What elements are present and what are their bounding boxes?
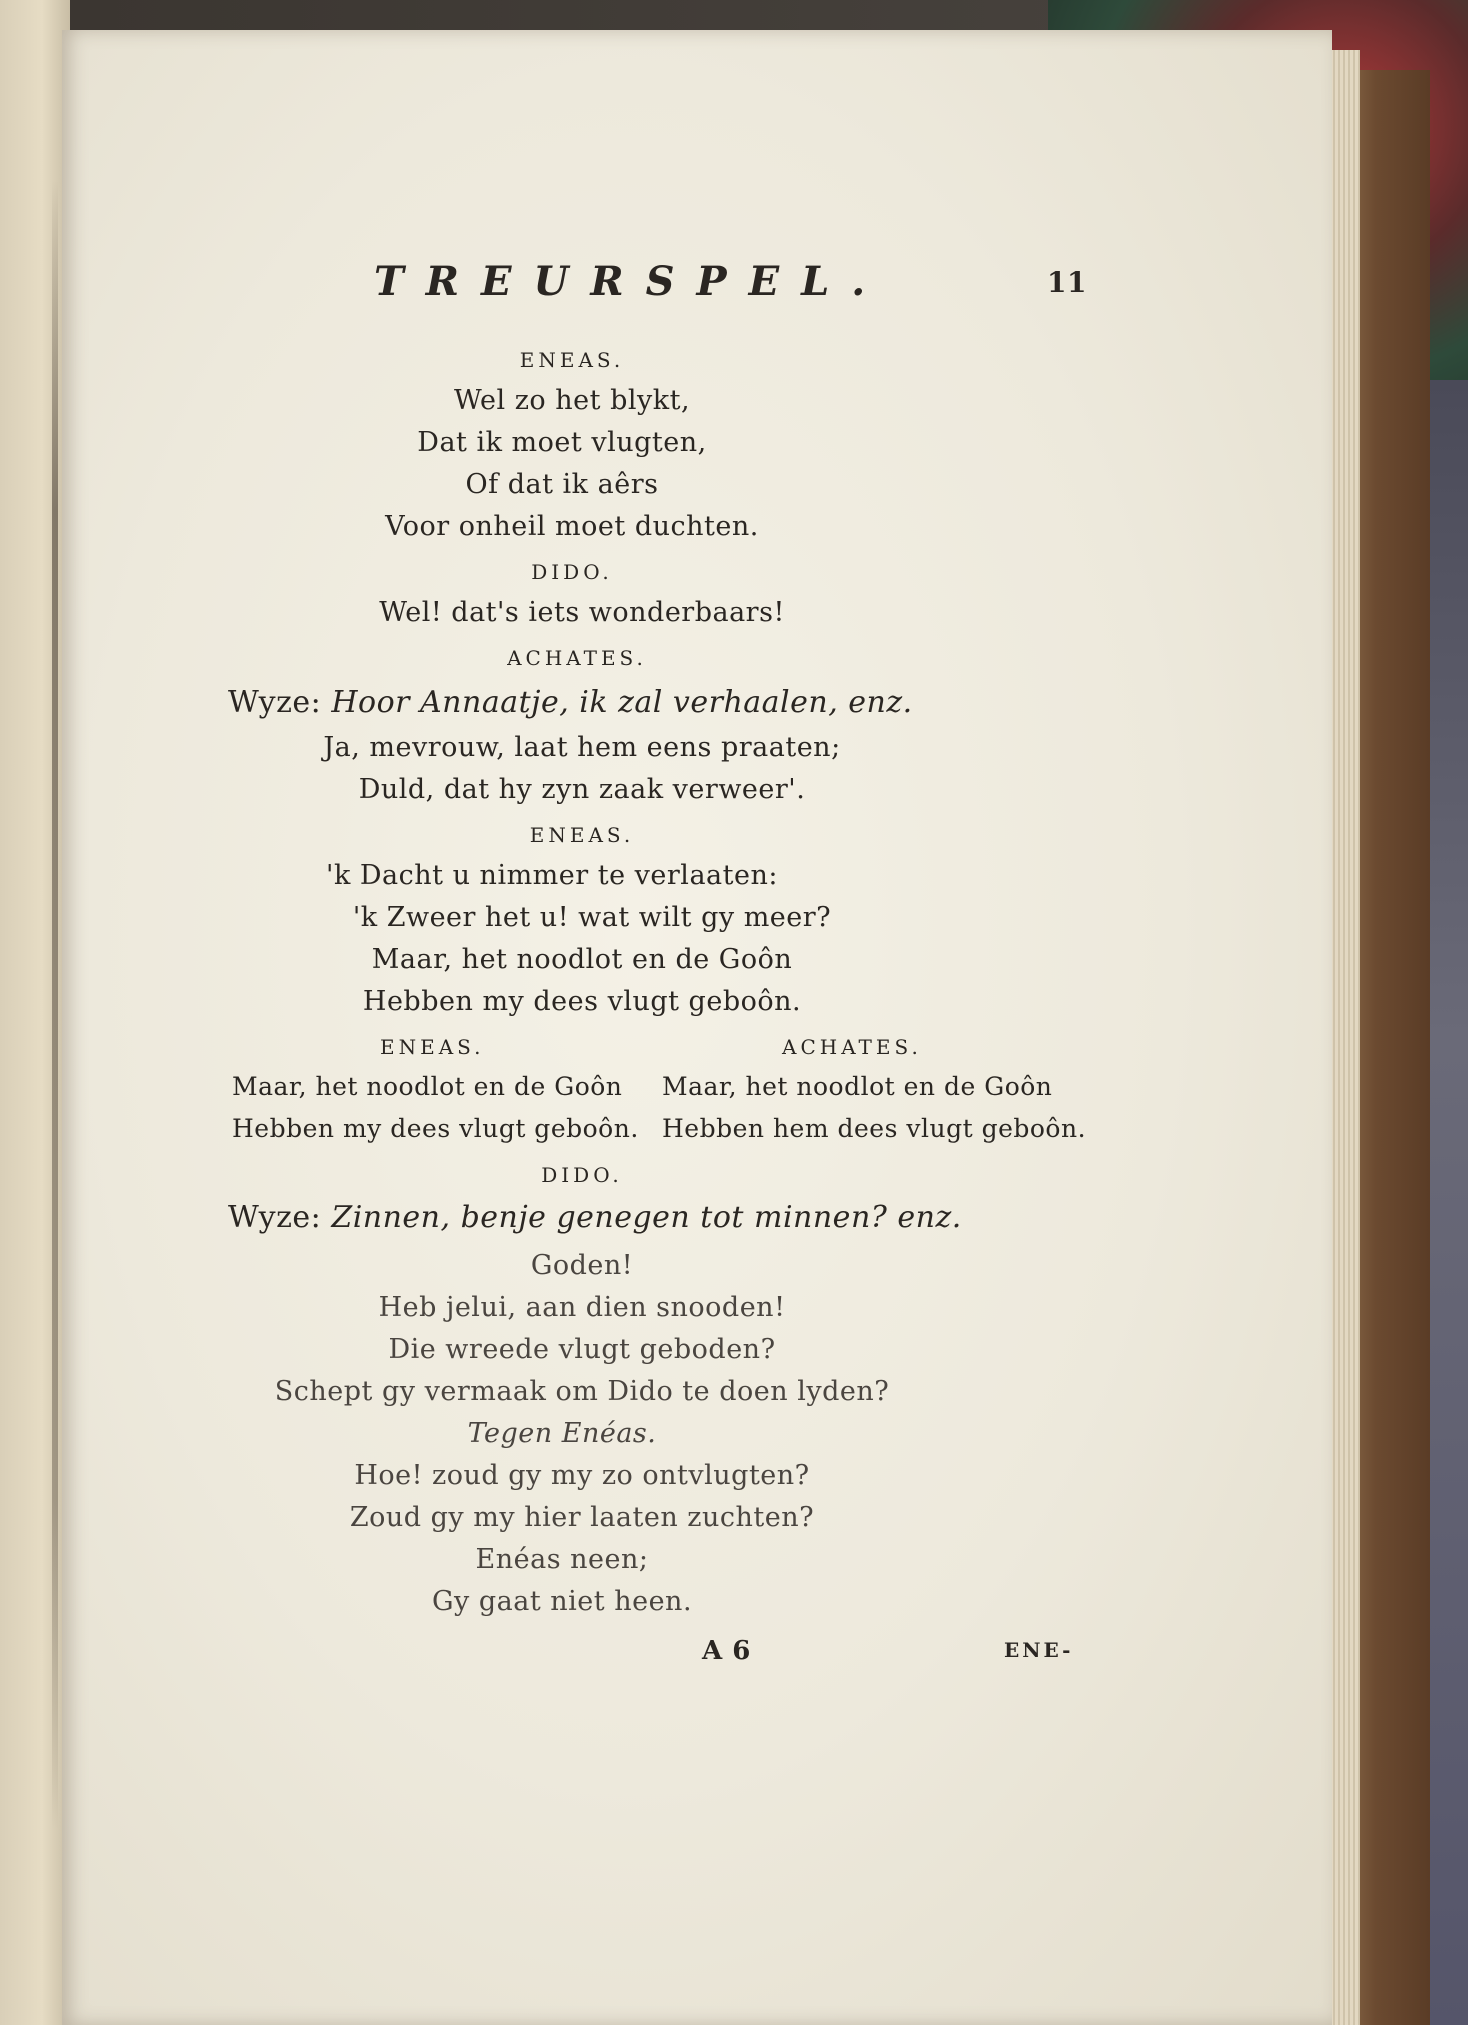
verse-line: Wel! dat's iets wonderbaars! [379,597,785,628]
tune-label: Wyze: [228,1200,322,1235]
verse-line: Voor onheil moet duchten. [385,511,759,542]
speaker-label: ACHATES. [507,646,647,670]
speaker-label: ENEAS. [519,348,625,372]
speaker-label: DIDO. [541,1163,623,1187]
verse-line: Zoud gy my hier laaten zuchten? [349,1502,815,1533]
duet-left-line: Maar, het noodlot en de Goôn [232,1072,623,1101]
verse-line: Hebben my dees vlugt geboôn. [362,986,802,1017]
tune-line [228,685,913,720]
verse-line: Of dat ik aêrs [465,469,659,500]
verse-line: Schept gy vermaak om Dido te doen lyden? [274,1376,890,1407]
verse-line: Maar, het noodlot en de Goôn [371,944,793,975]
stage-direction: Tegen Enéas. [467,1418,657,1449]
verse-line: Die wreede vlugt geboden? [388,1334,776,1365]
speaker-label: ENEAS. [529,823,635,847]
running-head: TREURSPEL. [374,258,888,305]
duet-right-line: Maar, het noodlot en de Goôn [662,1072,1053,1101]
verse-line: 'k Dacht u nimmer te verlaaten: [326,860,778,891]
tune-line [228,1200,962,1235]
verse-line: Dat ik moet vlugten, [417,427,707,458]
duet-right-speaker: ACHATES. [782,1035,922,1059]
facing-page-edge [0,0,70,2025]
duet-left-line: Hebben my dees vlugt geboôn. [232,1114,639,1143]
book-page [62,30,1332,2025]
verse-line: Gy gaat niet heen. [431,1586,693,1617]
signature-mark: A 6 [702,1636,751,1666]
duet-left-speaker: ENEAS. [380,1035,485,1059]
verse-line: Enéas neen; [475,1544,649,1575]
verse-line: Heb jelui, aan dien snooden! [378,1292,786,1323]
page-number: 11 [1047,266,1087,299]
verse-line: Ja, mevrouw, laat hem eens praaten; [323,732,841,763]
verse-line: Wel zo het blykt, [453,385,691,416]
verse-line: Goden! [530,1250,634,1281]
tune-title: Zinnen, benje genegen tot minnen? enz. [331,1200,962,1235]
speaker-label: DIDO. [531,560,613,584]
verse-line: 'k Zweer het u! wat wilt gy meer? [352,902,832,933]
verse-line: Hoe! zoud gy my zo ontvlugten? [354,1460,810,1491]
catchword: ENE- [1004,1638,1074,1662]
verse-line: Duld, dat hy zyn zaak verweer'. [358,774,806,805]
duet-right-line: Hebben hem dees vlugt geboôn. [662,1114,1087,1143]
tune-label: Wyze: [228,685,322,720]
page-gutter [52,180,58,1830]
tune-title: Hoor Annaatje, ik zal verhaalen, enz. [331,685,913,720]
